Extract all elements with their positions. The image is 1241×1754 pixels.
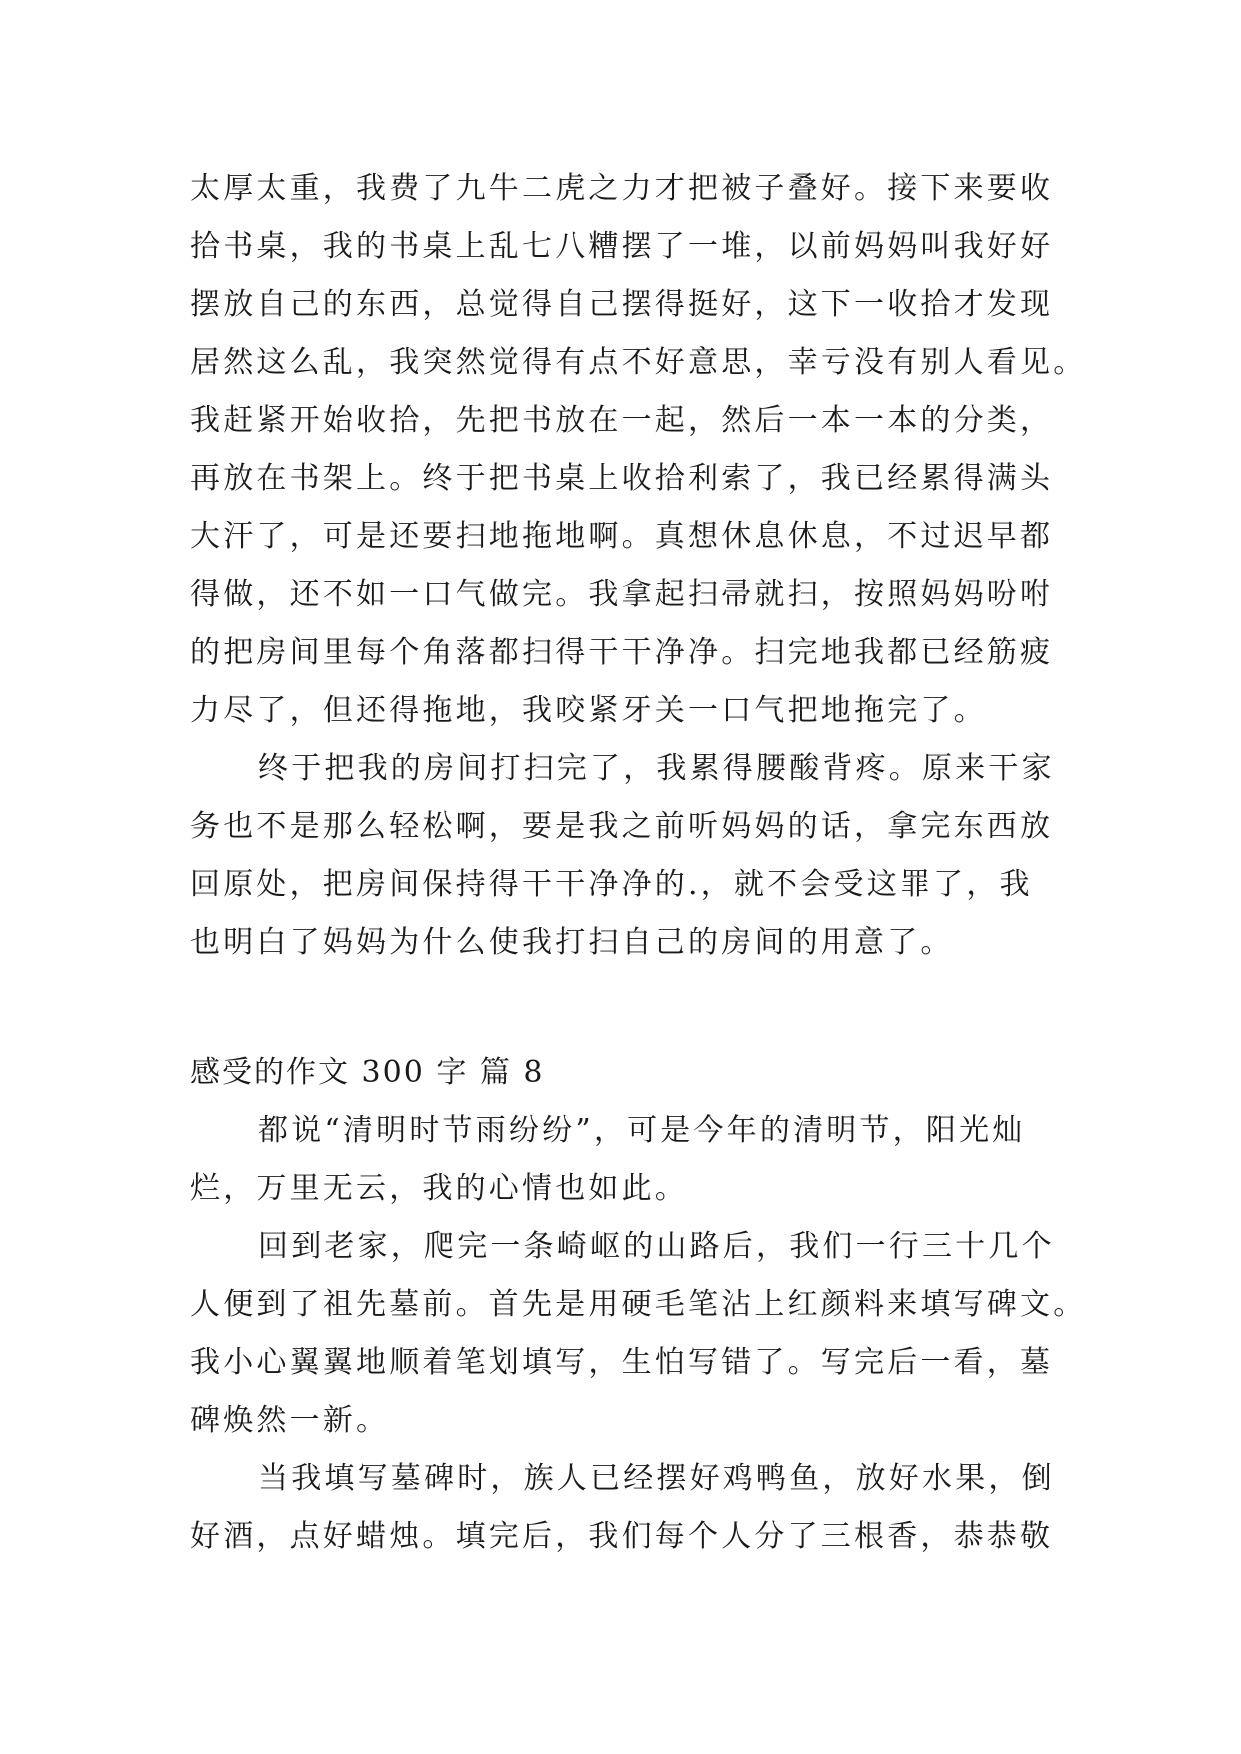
text-line: 碑焕然一新。 [190, 1403, 390, 1438]
text-line: 的把房间里每个角落都扫得干干净净。扫完地我都已经筋疲 [190, 635, 1054, 670]
text-line: 终于把我的房间打扫完了，我累得腰酸背疼。原来干家 [258, 751, 1055, 786]
text-line: 烂，万里无云，我的心情也如此。 [190, 1171, 688, 1206]
paragraph-offerings [190, 1450, 1060, 1566]
text-line: 再放在书架上。终于把书桌上收拾利索了，我已经累得满头 [190, 461, 1054, 496]
paragraph-room-finished [190, 740, 1060, 972]
text-line: 大汗了，可是还要扫地拖地啊。真想休息休息，不过迟早都 [190, 519, 1054, 554]
text-line: 太厚太重，我费了九牛二虎之力才把被子叠好。接下来要收 [190, 171, 1054, 206]
section-gap [190, 972, 1060, 1044]
text-line: 都说“清明时节雨纷纷”，可是今年的清明节，阳光灿 [258, 1113, 1026, 1148]
text-line: 力尽了，但还得拖地，我咬紧牙关一口气把地拖完了。 [190, 693, 987, 728]
text-line: 人便到了祖先墓前。首先是用硬毛笔沾上红颜料来填写碑文。 [190, 1287, 1087, 1322]
text-line: 也明白了妈妈为什么使我打扫自己的房间的用意了。 [190, 925, 954, 960]
text-line: 我赶紧开始收拾，先把书放在一起，然后一本一本的分类， [190, 403, 1054, 438]
section-heading: 感受的作文 300 字 篇 8 [190, 1055, 545, 1090]
paragraph-bedding-desk-cleaning [190, 160, 1087, 740]
text-line: 务也不是那么轻松啊，要是我之前听妈妈的话，拿完东西放 [190, 809, 1054, 844]
paragraph-ancestor-tomb [190, 1218, 1087, 1450]
text-line: 得做，还不如一口气做完。我拿起扫帚就扫，按照妈妈吩咐 [190, 577, 1054, 612]
text-line: 好酒，点好蜡烛。填完后，我们每个人分了三根香，恭恭敬 [190, 1519, 1054, 1554]
text-line: 回到老家，爬完一条崎岖的山路后，我们一行三十几个 [258, 1229, 1055, 1264]
text-line: 摆放自己的东西，总觉得自己摆得挺好，这下一收拾才发现 [190, 287, 1054, 322]
text-line: 当我填写墓碑时，族人已经摆好鸡鸭鱼，放好水果，倒 [258, 1461, 1055, 1496]
text-column [190, 160, 1087, 1566]
text-line: 我小心翼翼地顺着笔划填写，生怕写错了。写完后一看，墓 [190, 1345, 1054, 1380]
paragraph-qingming-weather [190, 1102, 1060, 1218]
text-line: 拾书桌，我的书桌上乱七八糟摆了一堆，以前妈妈叫我好好 [190, 229, 1054, 264]
text-line: 回原处，把房间保持得干干净净的.，就不会受这罪了，我 [190, 867, 1033, 902]
text-line: 居然这么乱，我突然觉得有点不好意思，幸亏没有别人看见。 [190, 345, 1087, 380]
